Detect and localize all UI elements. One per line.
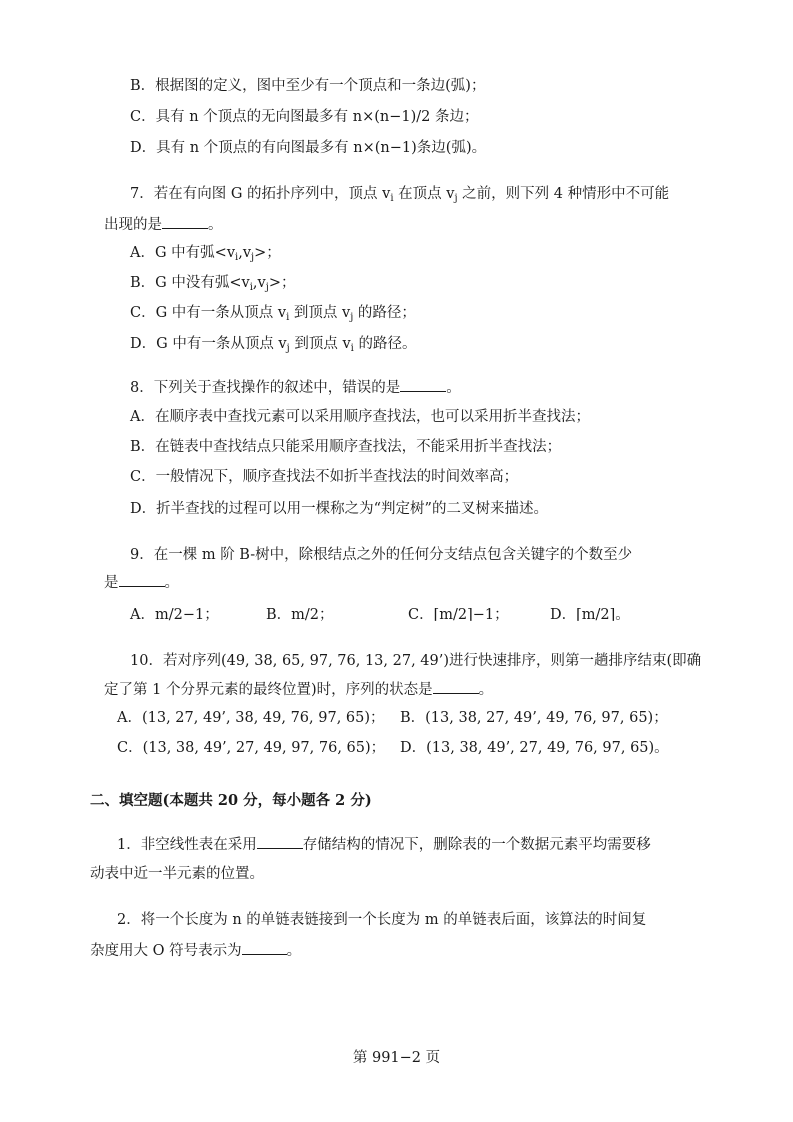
q7-stem-line2 (104, 214, 223, 235)
q6-option-c: C．具有 n 个顶点的无向图最多有 n×(n−1)/2 条边； (130, 109, 479, 125)
q9-option-c: C．⌈m/2⌉−1； (408, 607, 509, 623)
q10-stem-line2-text: 定了第 1 个分界元素的最终位置)时，序列的状态是 (104, 682, 433, 698)
fill1-post: 存储结构的情况下，删除表的一个数据元素平均需要移 (302, 837, 651, 853)
q8-stem (130, 377, 461, 398)
q10-option-c: C．(13, 38, 49’, 27, 49, 97, 76, 65)； (117, 740, 386, 756)
q7-b-post: >； (268, 275, 296, 291)
q8-option-b: B．在链表中查找结点只能采用顺序查找法，不能采用折半查找法； (130, 439, 562, 455)
fill1-pre: 1．非空线性表在采用 (117, 837, 257, 853)
q7-b-sub-j: j (265, 282, 269, 293)
q7-b-sub-i: i (249, 282, 253, 293)
fill1-line1 (117, 834, 651, 855)
q8-stem-text: 8．下列关于查找操作的叙述中，错误的是 (130, 380, 401, 396)
q7-option-d (130, 334, 416, 354)
q10-options-row1 (0, 708, 793, 728)
q7-c-post: 的路径； (353, 305, 416, 321)
fill2-line2-text: 杂度用大 O 符号表示为 (90, 943, 242, 959)
q9-options-row (0, 605, 793, 625)
q7-d-post: 的路径。 (353, 336, 417, 352)
q8-answer-blank (400, 377, 446, 392)
q7-d-sub-j: j (286, 343, 290, 354)
q10-stem-end: 。 (478, 682, 494, 698)
q7-stem-part2: 在顶点 v (393, 186, 455, 202)
q7-stem-part3: 之前，则下列 4 种情形中不可能 (457, 186, 670, 202)
q7-stem-line1 (130, 184, 669, 204)
q7-sub-j: j (454, 193, 458, 204)
q7-d-sub-i: i (350, 343, 354, 354)
q8-option-a: A．在顺序表中查找元素可以采用顺序查找法，也可以采用折半查找法； (130, 409, 590, 425)
q7-d-mid: 到顶点 v (289, 336, 351, 352)
q6-option-b: B．根据图的定义，图中至少有一个顶点和一条边(弧)； (130, 78, 486, 94)
q7-option-c (130, 303, 416, 323)
q10-stem-line1: 10．若对序列(49, 38, 65, 97, 76, 13, 27, 49’)进行快速排序，则第一趟排序结束(即确 (130, 653, 702, 669)
q7-b-mid: ,v (252, 275, 266, 291)
q7-a-sub-i: i (235, 252, 239, 263)
page-number: 第 991−2 页 (352, 1050, 441, 1066)
q9-stem-line2-text: 是 (104, 575, 119, 591)
q9-stem-line1: 9．在一棵 m 阶 B-树中，除根结点之外的任何分支结点包含关键字的个数至少 (130, 547, 633, 563)
fill1-answer-blank (257, 834, 303, 849)
fill2-answer-blank (242, 940, 287, 955)
q8-option-c: C．一般情况下，顺序查找法不如折半查找法的时间效率高； (130, 469, 519, 485)
q7-option-a (130, 243, 281, 263)
fill2-line1: 2．将一个长度为 n 的单链表链接到一个长度为 m 的单链表后面，该算法的时间复 (117, 912, 647, 928)
q9-option-a: A．m/2−1； (130, 607, 219, 623)
q7-a-mid: ,v (238, 245, 252, 261)
q7-answer-blank (162, 214, 208, 229)
q9-stem-line2 (104, 572, 179, 593)
q10-option-b: B．(13, 38, 27, 49’, 49, 76, 97, 65)； (400, 710, 668, 726)
q8-option-d: D．折半查找的过程可以用一棵称之为“判定树”的二叉树来描述。 (130, 501, 548, 517)
q7-d-pre: D．G 中有一条从顶点 v (130, 336, 287, 352)
q10-options-row2 (0, 738, 793, 758)
q10-option-d: D．(13, 38, 49’, 27, 49, 76, 97, 65)。 (400, 740, 669, 756)
q7-c-sub-i: i (286, 312, 290, 323)
fill2-line2 (90, 940, 301, 961)
q10-option-a: A．(13, 27, 49’, 38, 49, 76, 97, 65)； (117, 710, 385, 726)
q8-stem-end: 。 (446, 380, 461, 396)
q9-answer-blank (119, 572, 165, 587)
section2-heading: 二、填空题(本题共 20 分，每小题各 2 分) (90, 792, 372, 809)
q9-stem-end: 。 (164, 575, 179, 591)
q7-sub-i: i (390, 193, 394, 204)
q7-b-pre: B．G 中没有弧<v (130, 275, 250, 291)
q7-a-sub-j: j (251, 252, 255, 263)
q7-stem-end: 。 (208, 217, 223, 233)
q7-c-pre: C．G 中有一条从顶点 v (130, 305, 287, 321)
q7-c-sub-j: j (350, 312, 354, 323)
q7-stem-part1: 7．若在有向图 G 的拓扑序列中，顶点 v (130, 186, 391, 202)
q6-option-d: D．具有 n 个顶点的有向图最多有 n×(n−1)条边(弧)。 (130, 140, 487, 156)
q7-a-post: >； (254, 245, 281, 261)
q7-c-mid: 到顶点 v (289, 305, 351, 321)
q10-stem-line2 (104, 679, 493, 700)
q9-option-b: B．m/2； (266, 607, 334, 623)
q7-stem-line2-text: 出现的是 (104, 217, 162, 233)
q7-a-pre: A．G 中有弧<v (130, 245, 236, 261)
fill2-end: 。 (286, 943, 302, 959)
fill1-line2: 动表中近一半元素的位置。 (90, 866, 264, 882)
q9-option-d: D．⌈m/2⌉。 (550, 607, 630, 623)
q10-answer-blank (433, 679, 479, 694)
q7-option-b (130, 273, 295, 293)
